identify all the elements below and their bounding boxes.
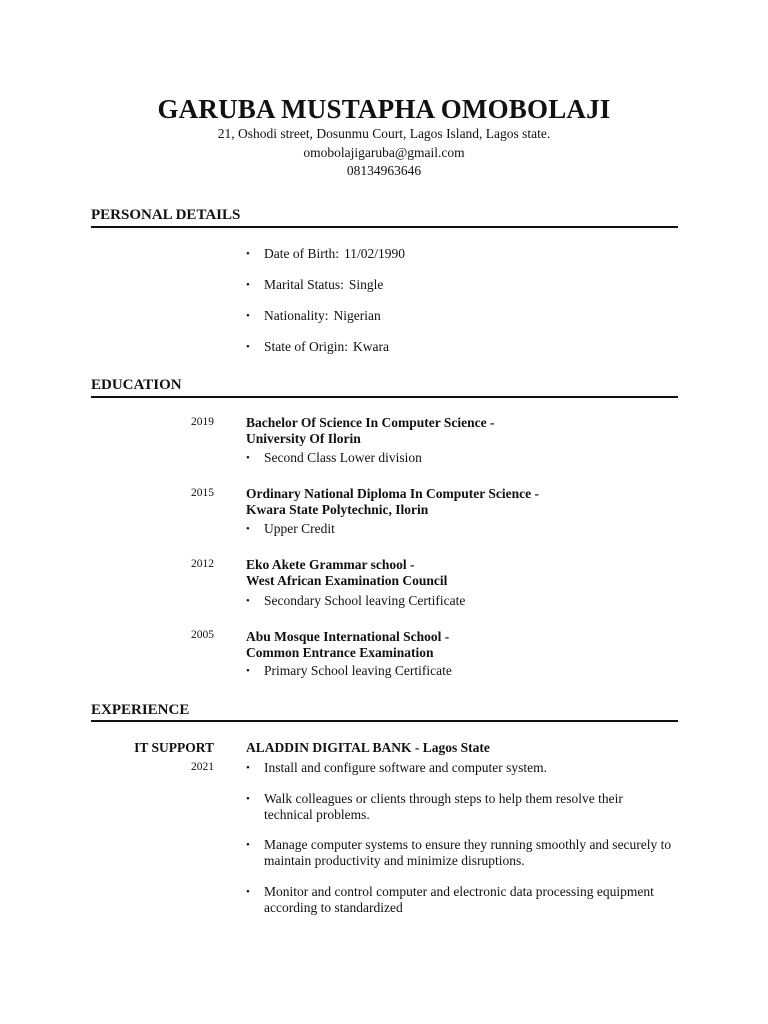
education-detail-text: Upper Credit — [264, 521, 335, 536]
resume-header — [0, 93, 768, 181]
education-detail-text: Secondary School leaving Certificate — [264, 593, 466, 608]
bullet-icon: • — [246, 839, 250, 851]
education-year: 2015 — [191, 487, 214, 499]
experience-role: IT SUPPORT — [134, 740, 214, 755]
section-title-education: EDUCATION — [91, 377, 182, 393]
bullet-icon: • — [246, 595, 250, 607]
candidate-name: GARUBA MUSTAPHA OMOBOLAJI — [157, 94, 611, 124]
personal-label: Date of Birth: — [264, 246, 339, 261]
personal-label: Marital Status: — [264, 277, 344, 292]
experience-bullet-text: Walk colleagues or clients through steps to help them resolve their technical problems. — [264, 791, 623, 822]
education-institution: Kwara State Polytechnic, Ilorin — [246, 502, 429, 517]
experience-employer: ALADDIN DIGITAL BANK - Lagos State — [246, 740, 490, 755]
section-divider — [91, 720, 678, 722]
education-year: 2005 — [191, 629, 214, 641]
experience-bullet-text: Manage computer systems to ensure they running smoothly and securely to maintain productivity and minimize disruptions. — [264, 837, 672, 868]
personal-value: Nigerian — [333, 308, 381, 323]
section-divider — [91, 396, 678, 398]
experience-bullet — [246, 791, 676, 823]
experience-bullet-text: Install and configure software and computer system. — [264, 760, 548, 775]
email: omobolajigaruba@gmail.com — [303, 144, 465, 160]
section-title-personal: PERSONAL DETAILS — [91, 207, 241, 223]
personal-item — [246, 308, 381, 324]
personal-value: 11/02/1990 — [343, 246, 405, 261]
bullet-icon: • — [246, 523, 250, 535]
personal-value: Single — [348, 277, 384, 292]
bullet-icon: • — [246, 793, 250, 805]
personal-item — [246, 277, 383, 293]
experience-bullet — [246, 760, 676, 776]
personal-label: State of Origin: — [264, 339, 348, 354]
section-divider — [91, 226, 678, 228]
experience-bullet-text: Monitor and control computer and electronic data processing equipment according to standardized — [264, 884, 654, 915]
personal-item — [246, 339, 389, 355]
personal-label: Nationality: — [264, 308, 329, 323]
education-degree: Ordinary National Diploma In Computer Science - — [246, 486, 539, 501]
education-detail-text: Second Class Lower division — [264, 450, 422, 465]
experience-bullet — [246, 837, 676, 869]
education-institution: Common Entrance Examination — [246, 645, 434, 660]
education-year: 2019 — [191, 416, 214, 428]
education-degree: Eko Akete Grammar school - — [246, 557, 415, 572]
education-institution: University Of Ilorin — [246, 431, 361, 446]
personal-value: Kwara — [353, 339, 389, 354]
phone: 08134963646 — [346, 163, 422, 178]
bullet-icon: • — [246, 762, 250, 774]
personal-item — [246, 246, 405, 262]
address: 21, Oshodi street, Dosunmu Court, Lagos Island, Lagos state. — [217, 126, 551, 141]
education-degree: Abu Mosque International School - — [246, 629, 450, 644]
education-degree: Bachelor Of Science In Computer Science - — [246, 415, 495, 430]
section-title-experience: EXPERIENCE — [91, 702, 190, 718]
education-detail — [246, 450, 422, 466]
experience-bullet — [246, 884, 676, 916]
experience-year: 2021 — [191, 761, 214, 773]
bullet-icon: • — [246, 310, 250, 322]
education-institution: West African Examination Council — [246, 573, 448, 588]
education-detail — [246, 663, 452, 679]
education-detail-text: Primary School leaving Certificate — [264, 663, 452, 678]
education-year: 2012 — [191, 558, 214, 570]
bullet-icon: • — [246, 248, 250, 260]
bullet-icon: • — [246, 665, 250, 677]
bullet-icon: • — [246, 341, 250, 353]
education-detail — [246, 593, 465, 609]
education-detail — [246, 521, 335, 537]
bullet-icon: • — [246, 452, 250, 464]
bullet-icon: • — [246, 886, 250, 898]
bullet-icon: • — [246, 279, 250, 291]
